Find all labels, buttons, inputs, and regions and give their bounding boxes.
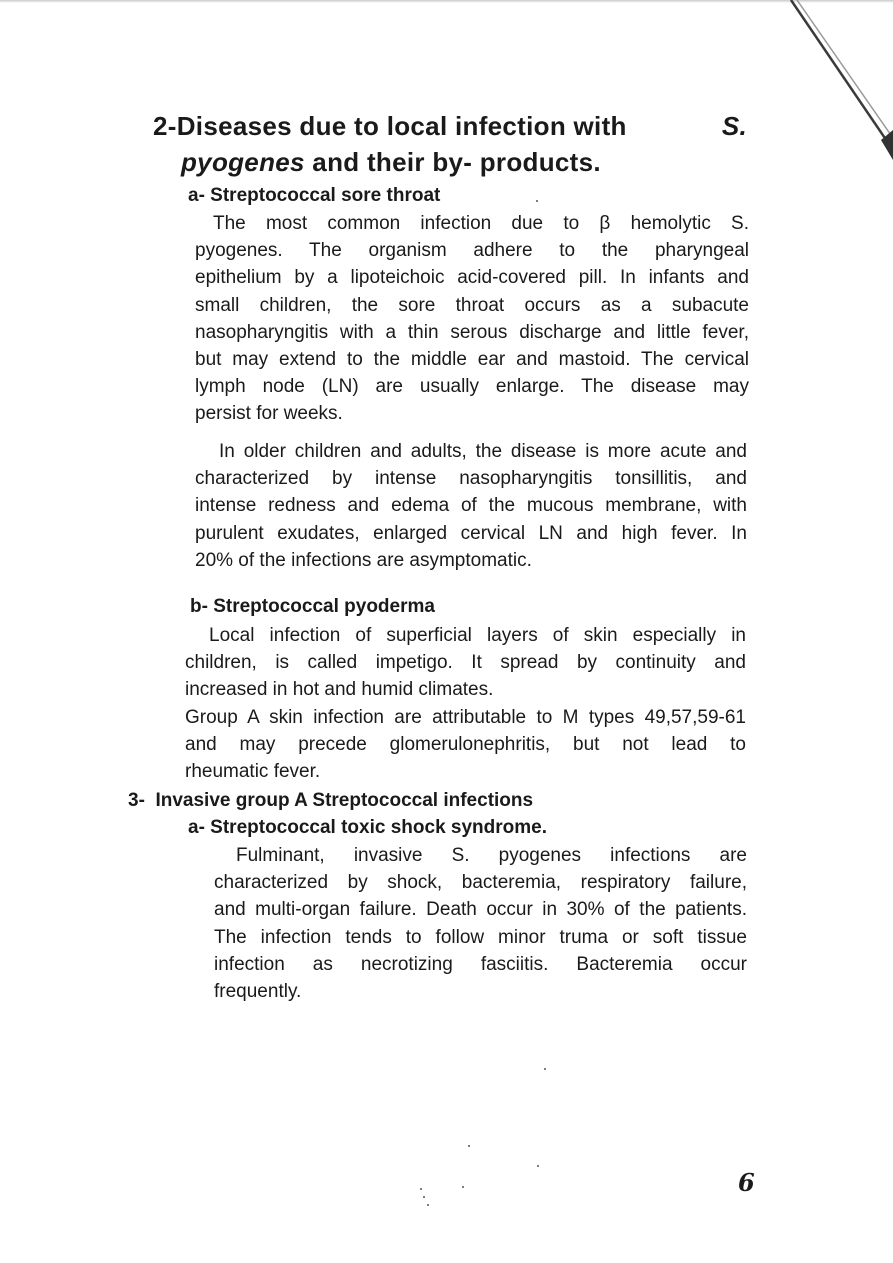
scan-speck	[544, 1068, 546, 1070]
text-line: intense redness and edema of the mucous membrane, with	[195, 495, 747, 517]
pyoderma-paragraph-1	[185, 622, 746, 704]
text-line: The most common infection due to β hemolytic S.	[213, 213, 749, 234]
toxic-shock-paragraph	[214, 842, 747, 1005]
section-2-title-species-abbrev: S.	[721, 111, 747, 141]
text-line: pyogenes. The organism adhere to the pharyngeal	[195, 240, 749, 262]
pyoderma-heading: b- Streptococcal pyoderma	[190, 596, 435, 617]
text-line: characterized by intense nasopharyngitis tonsillitis, and	[195, 468, 747, 490]
text-line: Fulminant, invasive S. pyogenes infections are	[236, 845, 747, 866]
text-line: increased in hot and humid climates.	[185, 679, 494, 701]
text-line: rheumatic fever.	[185, 761, 321, 783]
text-line: Group A skin infection are attributable to M types 49,57,59-61	[185, 707, 746, 728]
text-line: 20% of the infections are asymptomatic.	[195, 549, 532, 571]
toxic-shock-heading: a- Streptococcal toxic shock syndrome.	[188, 817, 548, 838]
scan-speck	[423, 1196, 425, 1198]
text-line: purulent exudates, enlarged cervical LN and high fever. In	[195, 522, 747, 544]
scan-speck	[468, 1145, 470, 1147]
text-line: infection as necrotizing fasciitis. Bacteremia occur	[214, 953, 747, 975]
pyoderma-paragraph-2	[185, 704, 746, 786]
scan-speck	[427, 1204, 429, 1206]
section-2-heading	[153, 108, 747, 180]
text-line: Local infection of superficial layers of skin especially in	[209, 625, 746, 646]
text-line: and may precede glomerulonephritis, but not lead to	[185, 734, 746, 756]
section-2-title-species: pyogenes	[181, 147, 305, 177]
text-line: frequently.	[214, 981, 302, 1003]
text-line: nasopharyngitis with a thin serous discharge and little fever,	[195, 321, 749, 343]
text-line: characterized by shock, bacteremia, respiratory failure,	[214, 872, 747, 894]
text-line: epithelium by a lipoteichoic acid-covered pill. In infants and	[195, 267, 749, 289]
page-number: 6	[738, 1168, 755, 1197]
text-line: In older children and adults, the disease is more acute and	[219, 441, 747, 462]
page-corner-shadow	[753, 0, 893, 170]
text-line: The infection tends to follow minor truma or soft tissue	[214, 926, 747, 948]
text-line: persist for weeks.	[195, 403, 343, 425]
sore-throat-heading: a- Streptococcal sore throat	[188, 185, 441, 206]
text-line: children, is called impetigo. It spread by continuity and	[185, 652, 746, 674]
scan-speck	[462, 1186, 464, 1188]
scan-speck	[536, 200, 538, 202]
sore-throat-paragraph-2	[195, 438, 747, 574]
sore-throat-paragraph-1	[195, 210, 749, 428]
section-3-heading: 3- Invasive group A Streptococcal infections	[128, 790, 534, 811]
text-line: and multi-organ failure. Death occur in 30% of the patients.	[214, 899, 747, 921]
section-2-title-line1: 2-Diseases due to local infection with	[153, 111, 627, 141]
text-line: small children, the sore throat occurs as a subacute	[195, 294, 749, 316]
text-line: but may extend to the middle ear and mastoid. The cervical	[195, 349, 749, 371]
scan-speck	[420, 1188, 422, 1190]
text-line: lymph node (LN) are usually enlarge. The disease may	[195, 376, 749, 398]
section-2-title-line2: and their by- products.	[304, 147, 601, 177]
scan-speck	[537, 1165, 539, 1167]
